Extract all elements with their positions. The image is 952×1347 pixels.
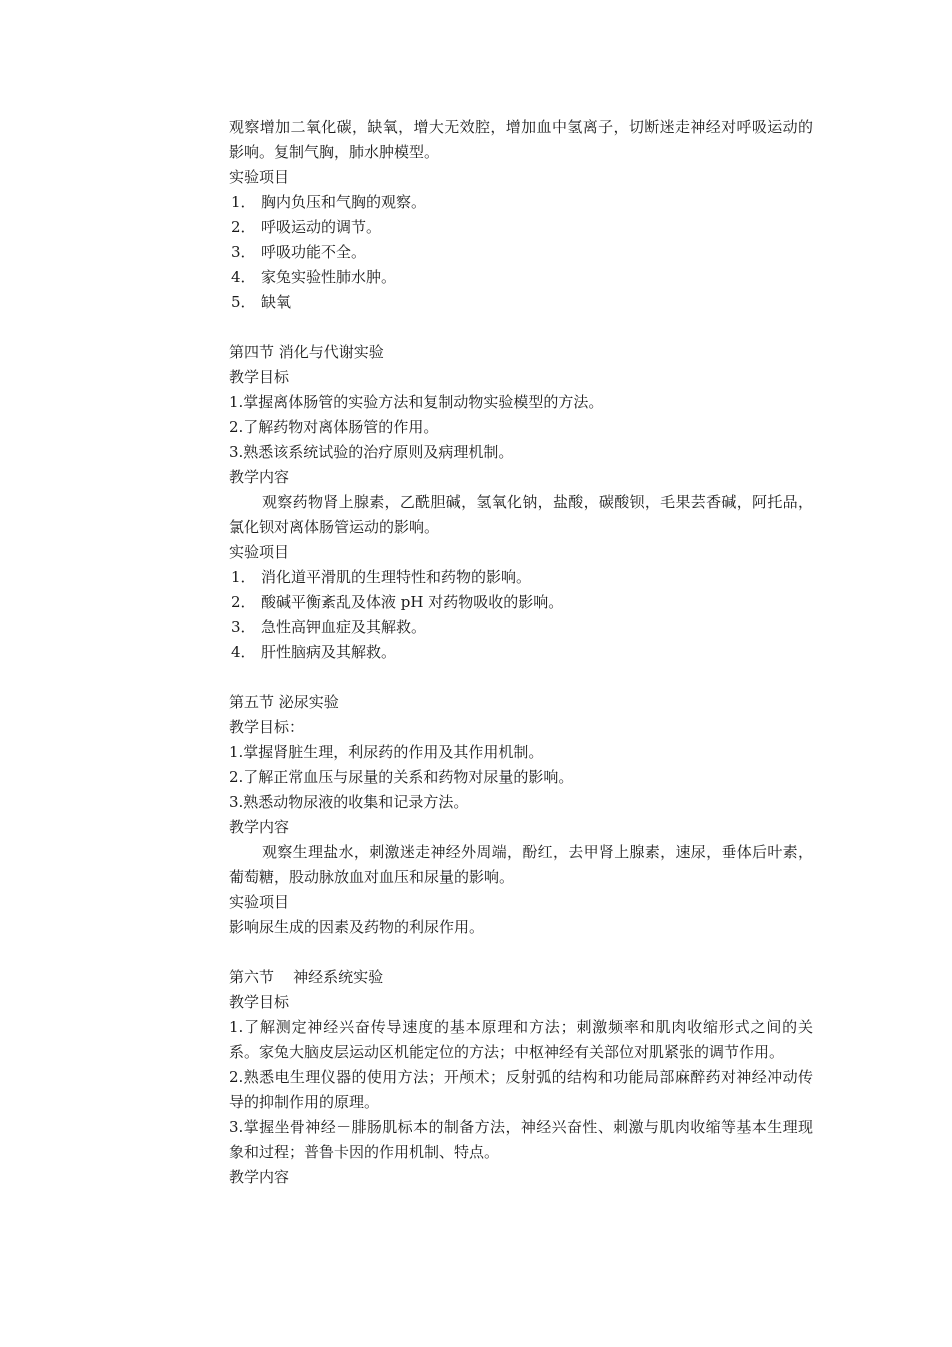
goals-heading: 教学目标 <box>229 993 290 1011</box>
list-item <box>229 190 813 215</box>
section-title: 第四节 消化与代谢实验 <box>229 343 384 361</box>
item-text: 呼吸运动的调节。 <box>261 218 382 236</box>
item-number: 4． <box>231 268 256 286</box>
section-title: 第六节 神经系统实验 <box>229 968 384 986</box>
list-item <box>229 615 813 640</box>
goal-item: 3.掌握坐骨神经－腓肠肌标本的制备方法，神经兴奋性、刺激与肌肉收缩等基本生理现象和过程；普鲁卡因的作用机制、特点。 <box>229 1118 813 1161</box>
item-text: 消化道平滑肌的生理特性和药物的影响。 <box>261 568 532 586</box>
list-item <box>229 590 813 615</box>
item-number: 4． <box>231 643 256 661</box>
item-text: 呼吸功能不全。 <box>261 243 367 261</box>
content-paragraph: 观察药物肾上腺素，乙酰胆碱，氢氧化钠，盐酸，碳酸钡，毛果芸香碱，阿托品，氯化钡对离体肠管运动的影响。 <box>229 493 813 536</box>
list-item <box>229 290 813 315</box>
item-text: 肝性脑病及其解救。 <box>261 643 397 661</box>
content-heading: 教学内容 <box>229 468 290 486</box>
content-heading: 教学内容 <box>229 818 290 836</box>
item-number: 2． <box>231 593 256 611</box>
goal-item: 2.了解药物对离体肠管的作用。 <box>229 418 439 436</box>
item-text: 急性高钾血症及其解救。 <box>261 618 427 636</box>
items-heading: 实验项目 <box>229 543 290 561</box>
goal-item: 2.了解正常血压与尿量的关系和药物对尿量的影响。 <box>229 768 574 786</box>
section-gap <box>229 665 813 690</box>
section-gap <box>229 940 813 965</box>
goal-item: 3.熟悉该系统试验的治疗原则及病理机制。 <box>229 443 514 461</box>
content-heading: 教学内容 <box>229 1168 290 1186</box>
item-number: 1． <box>231 193 256 211</box>
list-item <box>229 565 813 590</box>
item-text: 缺氧 <box>261 293 292 311</box>
document-page <box>229 115 813 1190</box>
item-text: 酸碱平衡紊乱及体液 pH 对药物吸收的影响。 <box>261 593 564 611</box>
goal-item: 1.掌握离体肠管的实验方法和复制动物实验模型的方法。 <box>229 393 604 411</box>
goal-item: 1.了解测定神经兴奋传导速度的基本原理和方法；刺激频率和肌肉收缩形式之间的关系。家兔大脑皮层运动区机能定位的方法；中枢神经有关部位对肌紧张的调节作用。 <box>229 1018 813 1061</box>
list-item <box>229 265 813 290</box>
item-number: 2． <box>231 218 256 236</box>
items-text: 影响尿生成的因素及药物的利尿作用。 <box>229 918 485 936</box>
section-gap <box>229 315 813 340</box>
item-number: 3． <box>231 243 256 261</box>
items-heading: 实验项目 <box>229 893 290 911</box>
intro-paragraph: 观察增加二氧化碳，缺氧，增大无效腔，增加血中氢离子，切断迷走神经对呼吸运动的影响。复制气胸，肺水肿模型。 <box>229 118 813 161</box>
item-number: 5． <box>231 293 256 311</box>
item-number: 1． <box>231 568 256 586</box>
list-item <box>229 240 813 265</box>
goal-item: 1.掌握肾脏生理，利尿药的作用及其作用机制。 <box>229 743 544 761</box>
content-paragraph: 观察生理盐水，刺激迷走神经外周端，酚红，去甲肾上腺素，速尿，垂体后叶素，葡萄糖，股动脉放血对血压和尿量的影响。 <box>229 843 813 886</box>
goals-heading: 教学目标 <box>229 368 290 386</box>
item-number: 3． <box>231 618 256 636</box>
intro-items-heading: 实验项目 <box>229 168 290 186</box>
item-text: 家兔实验性肺水肿。 <box>261 268 397 286</box>
goals-heading: 教学目标： <box>229 718 305 736</box>
list-item <box>229 215 813 240</box>
list-item <box>229 640 813 665</box>
goal-item: 3.熟悉动物尿液的收集和记录方法。 <box>229 793 469 811</box>
item-text: 胸内负压和气胸的观察。 <box>261 193 427 211</box>
section-title: 第五节 泌尿实验 <box>229 693 339 711</box>
goal-item: 2.熟悉电生理仪器的使用方法；开颅术；反射弧的结构和功能局部麻醉药对神经冲动传导的抑制作用的原理。 <box>229 1068 813 1111</box>
